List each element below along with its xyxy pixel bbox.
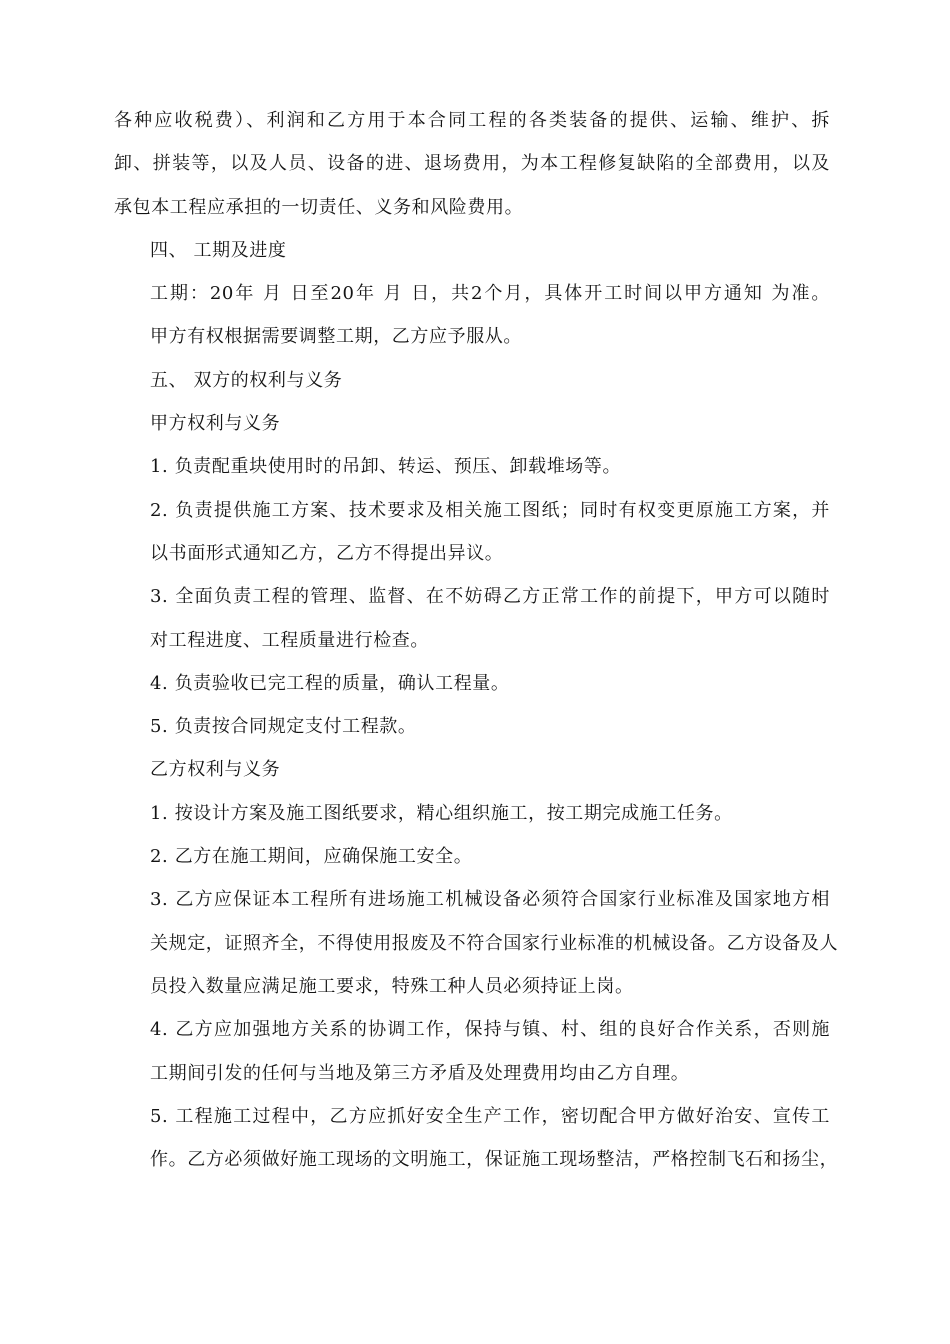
text-line: 3. 乙方应保证本工程所有进场施工机械设备必须符合国家行业标准及国家地方相 — [150, 889, 830, 911]
text-line: 乙方权利与义务 — [150, 759, 281, 781]
paragraph-party-a-item-2 — [114, 489, 830, 576]
text-line: 各种应收税费）、利润和乙方用于本合同工程的各类装备的提供、运输、维护、拆 — [114, 110, 830, 131]
paragraph-party-a-heading — [114, 402, 830, 445]
paragraph-party-b-item-1 — [114, 792, 830, 835]
paragraph-party-a-item-1 — [114, 445, 830, 488]
text-line: 对工程进度、工程质量进行检查。 — [150, 629, 429, 651]
text-line: 2. 乙方在施工期间，应确保施工安全。 — [150, 846, 473, 868]
text-line: 五、 双方的权利与义务 — [150, 369, 343, 391]
paragraph-party-b-item-2 — [114, 835, 830, 878]
paragraph-party-a-item-4 — [114, 662, 830, 705]
text-line: 作。乙方必须做好施工现场的文明施工，保证施工现场整洁，严格控制飞石和扬尘， — [150, 1149, 839, 1171]
text-line: 四、 工期及进度 — [150, 239, 287, 261]
paragraph-party-b-heading — [114, 748, 830, 791]
paragraph-schedule-clause — [114, 272, 830, 359]
text-line: 甲方权利与义务 — [150, 413, 281, 435]
text-line: 3. 全面负责工程的管理、监督、在不妨碍乙方正常工作的前提下，甲方可以随时 — [150, 586, 830, 608]
text-line: 工期间引发的任何与当地及第三方矛盾及处理费用均由乙方自理。 — [150, 1062, 690, 1084]
text-line: 5. 负责按合同规定支付工程款。 — [150, 716, 417, 738]
text-line: 员投入数量应满足施工要求，特殊工种人员必须持证上岗。 — [150, 975, 634, 997]
text-line: 4. 乙方应加强地方关系的协调工作，保持与镇、村、组的良好合作关系，否则施 — [150, 1019, 830, 1041]
text-line: 5. 工程施工过程中，乙方应抓好安全生产工作，密切配合甲方做好治安、宣传工 — [150, 1105, 830, 1127]
paragraph-cost-clause-continuation — [114, 99, 830, 229]
paragraph-party-a-item-5 — [114, 705, 830, 748]
text-line: 1. 负责配重块使用时的吊卸、转运、预压、卸载堆场等。 — [150, 456, 622, 478]
paragraph-party-b-item-4 — [114, 1008, 830, 1095]
text-line: 承包本工程应承担的一切责任、义务和风险费用。 — [114, 196, 524, 218]
text-line: 以书面形式通知乙方，乙方不得提出异议。 — [150, 542, 504, 564]
text-line: 2. 负责提供施工方案、技术要求及相关施工图纸；同时有权变更原施工方案，并 — [150, 499, 830, 521]
text-line: 1. 按设计方案及施工图纸要求，精心组织施工，按工期完成施工任务。 — [150, 802, 733, 824]
paragraph-section-4-heading — [114, 229, 830, 272]
text-line: 关规定，证照齐全，不得使用报废及不符合国家行业标准的机械设备。乙方设备及人 — [150, 932, 839, 954]
text-line: 4. 负责验收已完工程的质量，确认工程量。 — [150, 672, 510, 694]
text-line: 卸、拼装等，以及人员、设备的进、退场费用，为本工程修复缺陷的全部费用，以及 — [114, 153, 830, 175]
text-line: 工期：20年 月 日至20年 月 日，共2个月，具体开工时间以甲方通知 为准。 — [150, 283, 830, 305]
text-line: 甲方有权根据需要调整工期，乙方应予服从。 — [150, 326, 522, 348]
paragraph-party-a-item-3 — [114, 575, 830, 662]
paragraph-party-b-item-3 — [114, 878, 839, 1008]
document-page — [114, 99, 839, 1181]
paragraph-section-5-heading — [114, 359, 830, 402]
paragraph-party-b-item-5 — [114, 1095, 839, 1182]
